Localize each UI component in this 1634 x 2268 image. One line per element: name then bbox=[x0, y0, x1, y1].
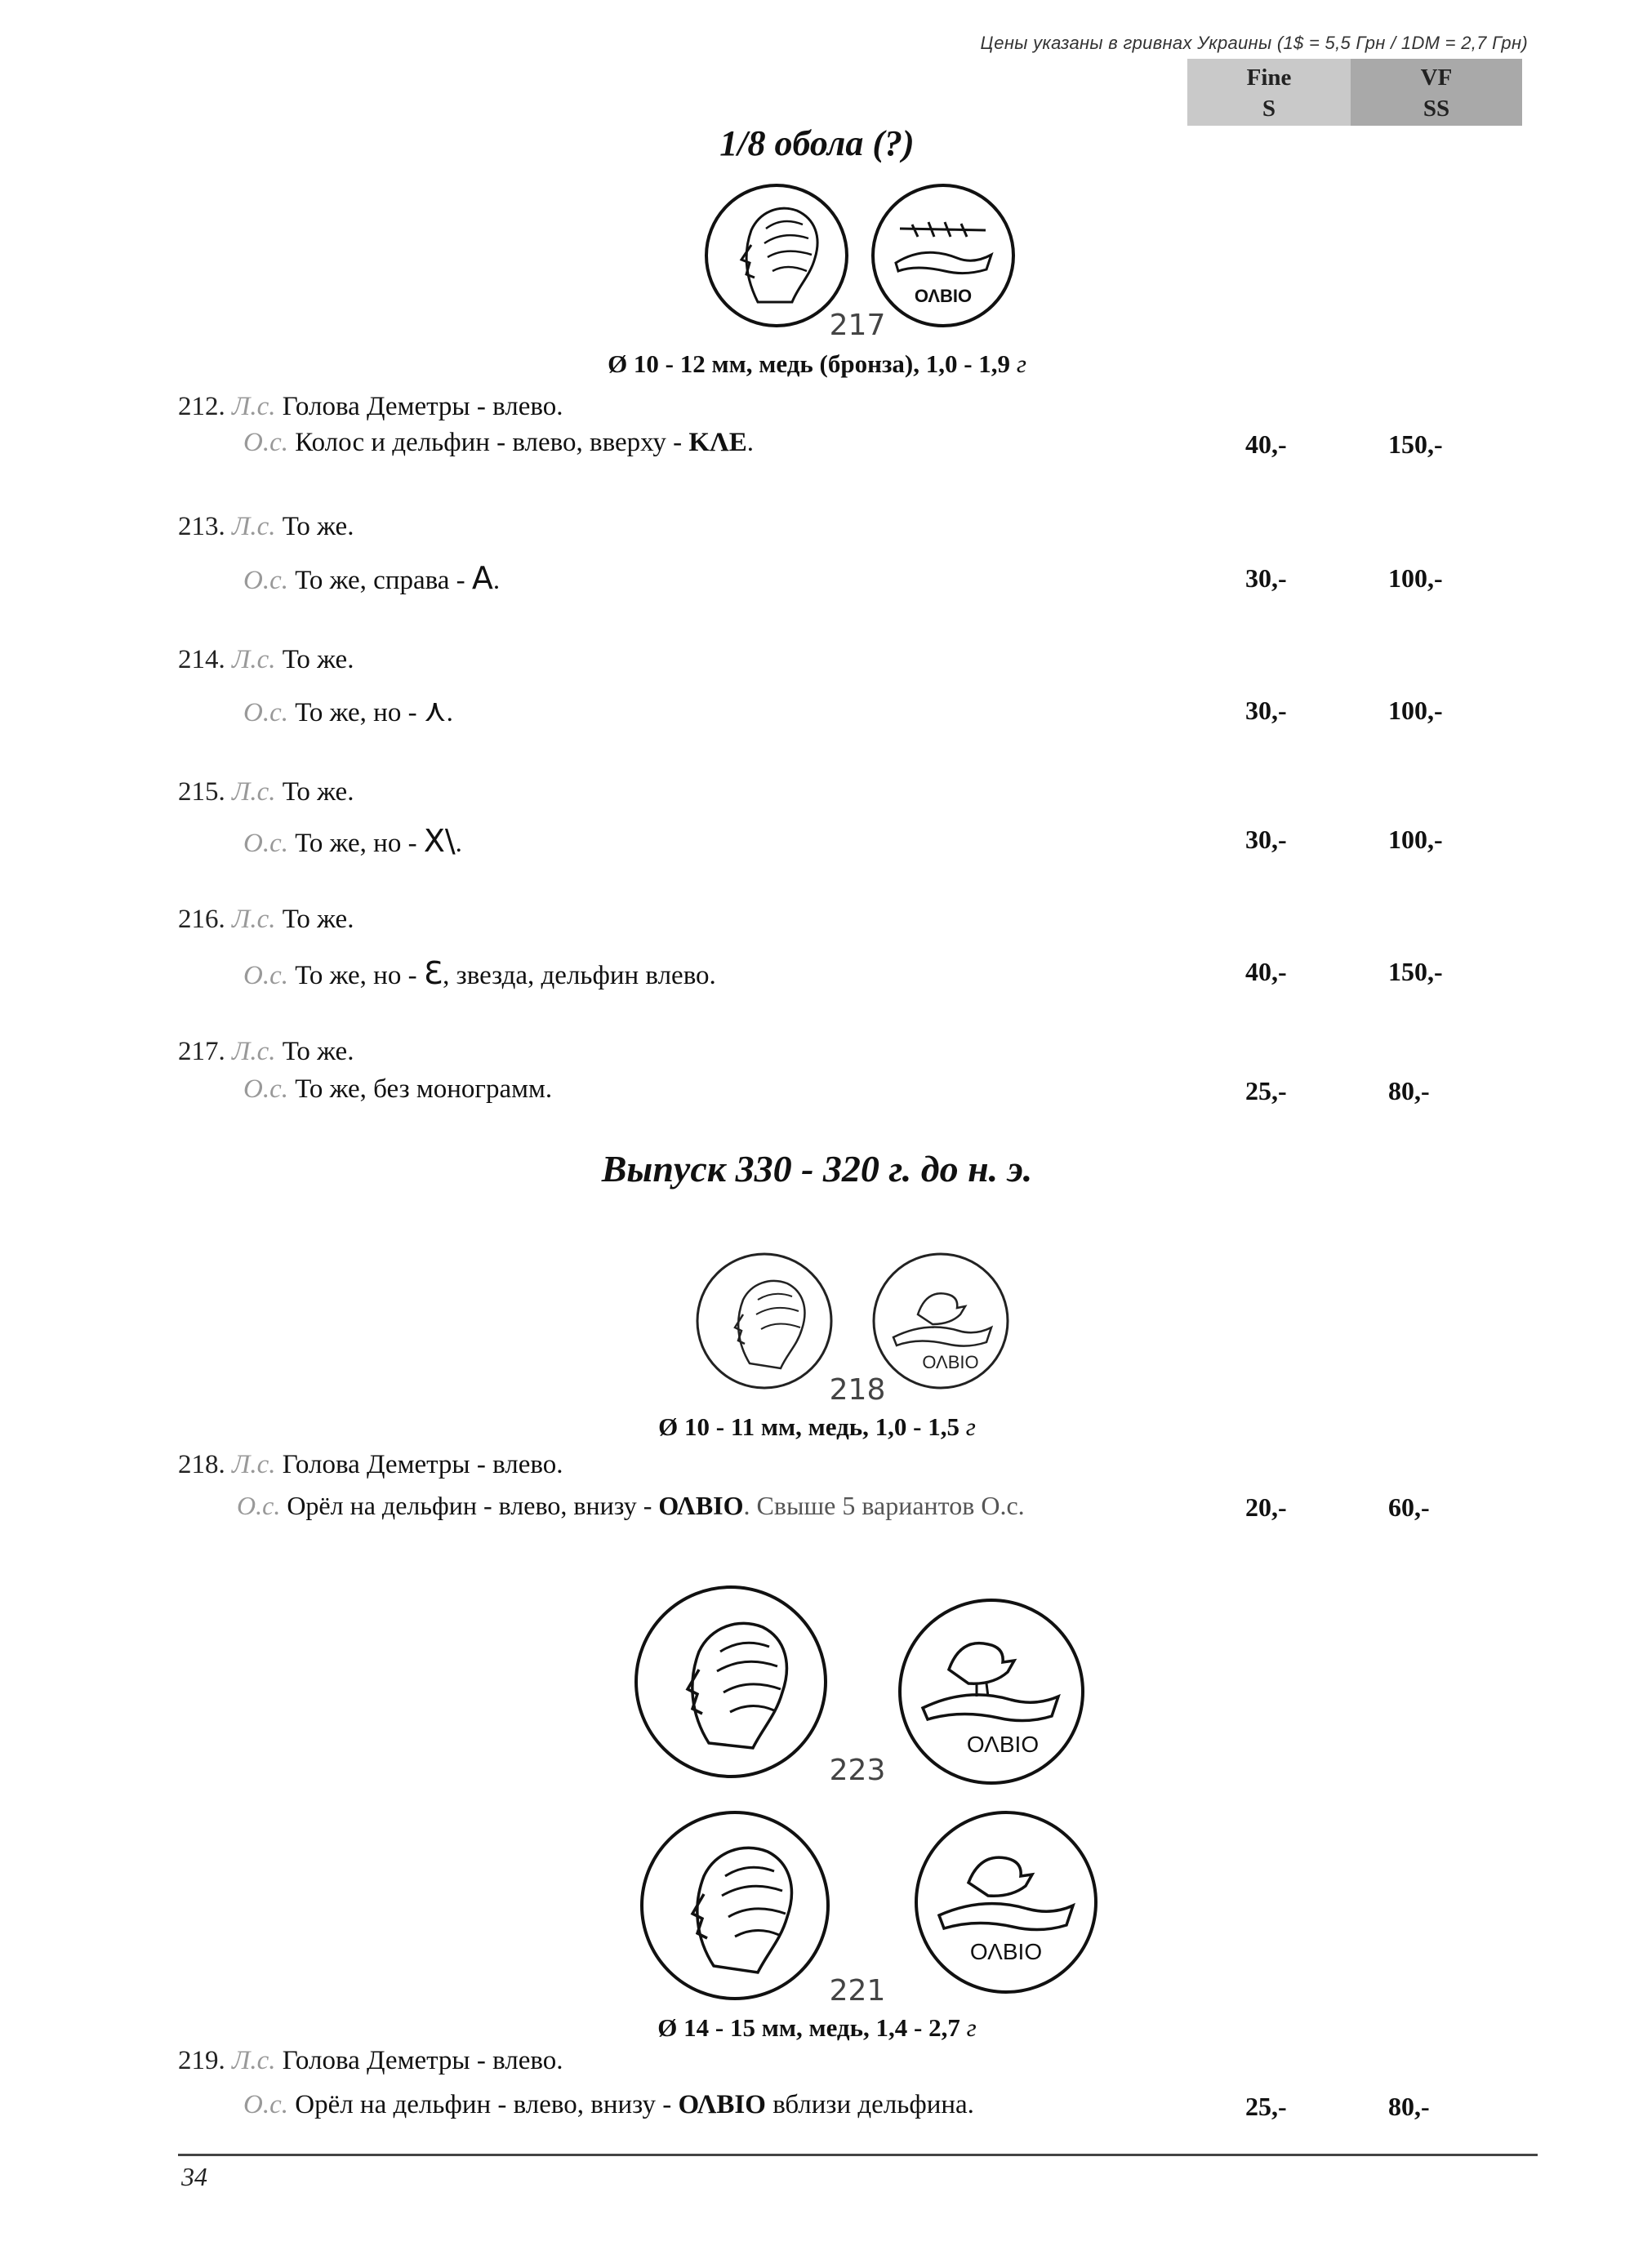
price-fine: 30,- bbox=[1245, 825, 1287, 854]
reverse-description-end: . bbox=[746, 428, 754, 457]
obverse-abbr: Л.с. bbox=[232, 1450, 276, 1479]
price-fine: 25,- bbox=[1245, 2092, 1287, 2121]
obverse-description: То же. bbox=[282, 645, 354, 674]
entry-215-obverse bbox=[178, 777, 354, 807]
coin-221-reverse-image bbox=[908, 1804, 1104, 2000]
coin-spec-218-unit: г bbox=[965, 1412, 976, 1441]
coin-221-legend: ΟΛΒΙΟ bbox=[969, 1939, 1043, 1964]
reverse-abbr: О.с. bbox=[243, 2090, 288, 2119]
coin-label-223: 223 bbox=[829, 1754, 886, 1787]
entry-number: 218. bbox=[178, 1450, 225, 1479]
coin-spec-218-text: Ø 10 - 11 мм, медь, 1,0 - 1,5 bbox=[658, 1412, 959, 1441]
obverse-abbr: Л.с. bbox=[232, 2046, 276, 2075]
coin-223-obverse-image bbox=[629, 1580, 833, 1784]
obverse-abbr: Л.с. bbox=[232, 905, 276, 934]
section-title-issue-330-320: Выпуск 330 - 320 г. до н. э. bbox=[601, 1148, 1033, 1190]
entry-217-reverse bbox=[243, 1074, 552, 1105]
reverse-abbr: О.с. bbox=[243, 566, 288, 595]
reverse-description: То же, но - bbox=[295, 698, 424, 727]
obverse-abbr: Л.с. bbox=[232, 512, 276, 541]
footer-divider bbox=[178, 2154, 1538, 2156]
coin-spec-219 bbox=[0, 2013, 1634, 2043]
reverse-description: То же, без монограмм. bbox=[295, 1074, 553, 1104]
obverse-abbr: Л.с. bbox=[232, 1037, 276, 1066]
reverse-description: То же, справа - bbox=[295, 566, 472, 595]
entry-number: 219. bbox=[178, 2046, 225, 2075]
reverse-description-end: . Свыше 5 вариантов О.с. bbox=[743, 1491, 1025, 1520]
coin-spec-219-text: Ø 14 - 15 мм, медь, 1,4 - 2,7 bbox=[657, 2013, 960, 2042]
reverse-monogram-symbol: ⋏ bbox=[423, 692, 447, 728]
reverse-monogram-symbol: Α bbox=[471, 560, 493, 596]
entry-214-reverse bbox=[243, 692, 453, 728]
coin-218-legend: ΟΛΒΙΟ bbox=[922, 1352, 979, 1372]
reverse-abbr: О.с. bbox=[243, 698, 288, 727]
page-number: 34 bbox=[181, 2162, 207, 2191]
grade-vf-header bbox=[1351, 59, 1522, 126]
reverse-description-end: вблизи дельфина. bbox=[765, 2090, 974, 2119]
price-vf: 80,- bbox=[1388, 2092, 1430, 2121]
reverse-monogram-symbol: Ɛ bbox=[423, 955, 443, 991]
price-note: Цены указаны в гривнах Украины (1$ = 5,5 Грн / 1DM = 2,7 Грн) bbox=[980, 33, 1528, 53]
entry-number: 215. bbox=[178, 777, 225, 807]
entry-212-reverse bbox=[243, 428, 754, 458]
coin-spec-219-unit: г bbox=[966, 2013, 977, 2042]
coin-label-217: 217 bbox=[829, 309, 886, 342]
price-vf: 100,- bbox=[1388, 825, 1443, 854]
obverse-description: Голова Деметры - влево. bbox=[282, 392, 563, 421]
grade-vf-label: VF bbox=[1420, 64, 1453, 91]
entry-212-obverse bbox=[178, 392, 563, 422]
reverse-description-end: . bbox=[492, 566, 501, 595]
reverse-abbr: О.с. bbox=[243, 428, 288, 457]
coin-218-reverse-image bbox=[869, 1249, 1013, 1393]
grade-s-label: S bbox=[1262, 96, 1276, 122]
reverse-description-end: , звезда, дельфин влево. bbox=[443, 961, 716, 990]
entry-number: 212. bbox=[178, 392, 225, 421]
reverse-legend: ΟΛΒΙΟ bbox=[658, 1491, 744, 1520]
grade-fine-label: Fine bbox=[1246, 64, 1292, 91]
price-fine: 40,- bbox=[1245, 957, 1287, 986]
reverse-abbr: О.с. bbox=[243, 829, 288, 858]
entry-218-reverse bbox=[237, 1491, 1025, 1521]
entry-219-reverse bbox=[243, 2090, 974, 2120]
obverse-description: То же. bbox=[282, 777, 354, 807]
price-vf: 100,- bbox=[1388, 563, 1443, 593]
reverse-monogram-symbol: X\ bbox=[423, 823, 456, 859]
price-vf: 100,- bbox=[1388, 696, 1443, 725]
price-vf: 80,- bbox=[1388, 1076, 1430, 1105]
reverse-description: То же, но - bbox=[295, 829, 424, 858]
obverse-abbr: Л.с. bbox=[232, 392, 276, 421]
entry-218-obverse bbox=[178, 1450, 563, 1480]
coin-223-reverse-image bbox=[892, 1592, 1091, 1791]
coin-217-legend: ΟΛΒΙΟ bbox=[914, 286, 973, 306]
reverse-description: То же, но - bbox=[295, 961, 424, 990]
reverse-legend: ΟΛΒΙΟ bbox=[678, 2090, 766, 2119]
coin-spec-218 bbox=[0, 1412, 1634, 1442]
grade-fine-header bbox=[1187, 59, 1351, 126]
price-fine: 25,- bbox=[1245, 1076, 1287, 1105]
obverse-description: То же. bbox=[282, 512, 354, 541]
price-fine: 20,- bbox=[1245, 1492, 1287, 1522]
price-fine: 30,- bbox=[1245, 696, 1287, 725]
coin-label-218: 218 bbox=[829, 1373, 886, 1407]
reverse-abbr: О.с. bbox=[237, 1491, 281, 1520]
reverse-description: Орёл на дельфин - влево, внизу - bbox=[295, 2090, 679, 2119]
coin-spec-217-text: Ø 10 - 12 мм, медь (бронза), 1,0 - 1,9 bbox=[608, 349, 1011, 378]
entry-number: 214. bbox=[178, 645, 225, 674]
price-fine: 40,- bbox=[1245, 429, 1287, 459]
coin-spec-217-unit: г bbox=[1016, 349, 1026, 378]
price-vf: 150,- bbox=[1388, 957, 1443, 986]
reverse-monogram: ΚΛΕ bbox=[688, 428, 747, 457]
obverse-description: То же. bbox=[282, 1037, 354, 1066]
section-title-1-8-obol: 1/8 обола (?) bbox=[719, 123, 915, 163]
obverse-abbr: Л.с. bbox=[232, 777, 276, 807]
entry-216-reverse bbox=[243, 955, 716, 991]
obverse-abbr: Л.с. bbox=[232, 645, 276, 674]
entry-number: 216. bbox=[178, 905, 225, 934]
entry-number: 213. bbox=[178, 512, 225, 541]
coin-218-obverse-image bbox=[692, 1249, 836, 1393]
price-fine: 30,- bbox=[1245, 563, 1287, 593]
entry-214-obverse bbox=[178, 645, 354, 675]
price-vf: 60,- bbox=[1388, 1492, 1430, 1522]
reverse-abbr: О.с. bbox=[243, 1074, 288, 1104]
reverse-description: Орёл на дельфин - влево, внизу - bbox=[287, 1491, 659, 1520]
entry-213-obverse bbox=[178, 512, 354, 542]
entry-number: 217. bbox=[178, 1037, 225, 1066]
coin-spec-217 bbox=[0, 349, 1634, 379]
reverse-abbr: О.с. bbox=[243, 961, 288, 990]
reverse-description-end: . bbox=[446, 698, 453, 727]
coin-223-legend: ΟΛΒΙΟ bbox=[966, 1732, 1040, 1757]
coin-221-obverse-image bbox=[635, 1806, 835, 2005]
reverse-description-end: . bbox=[455, 829, 462, 858]
entry-219-obverse bbox=[178, 2046, 563, 2076]
entry-217-obverse bbox=[178, 1037, 354, 1067]
reverse-description: Колос и дельфин - влево, вверху - bbox=[295, 428, 689, 457]
obverse-description: Голова Деметры - влево. bbox=[282, 1450, 563, 1479]
entry-213-reverse bbox=[243, 560, 500, 596]
obverse-description: Голова Деметры - влево. bbox=[282, 2046, 563, 2075]
grade-ss-label: SS bbox=[1423, 96, 1450, 122]
entry-216-obverse bbox=[178, 905, 354, 935]
entry-215-reverse bbox=[243, 823, 462, 859]
price-vf: 150,- bbox=[1388, 429, 1443, 459]
coin-label-221: 221 bbox=[829, 1974, 886, 2008]
obverse-description: То же. bbox=[282, 905, 354, 934]
